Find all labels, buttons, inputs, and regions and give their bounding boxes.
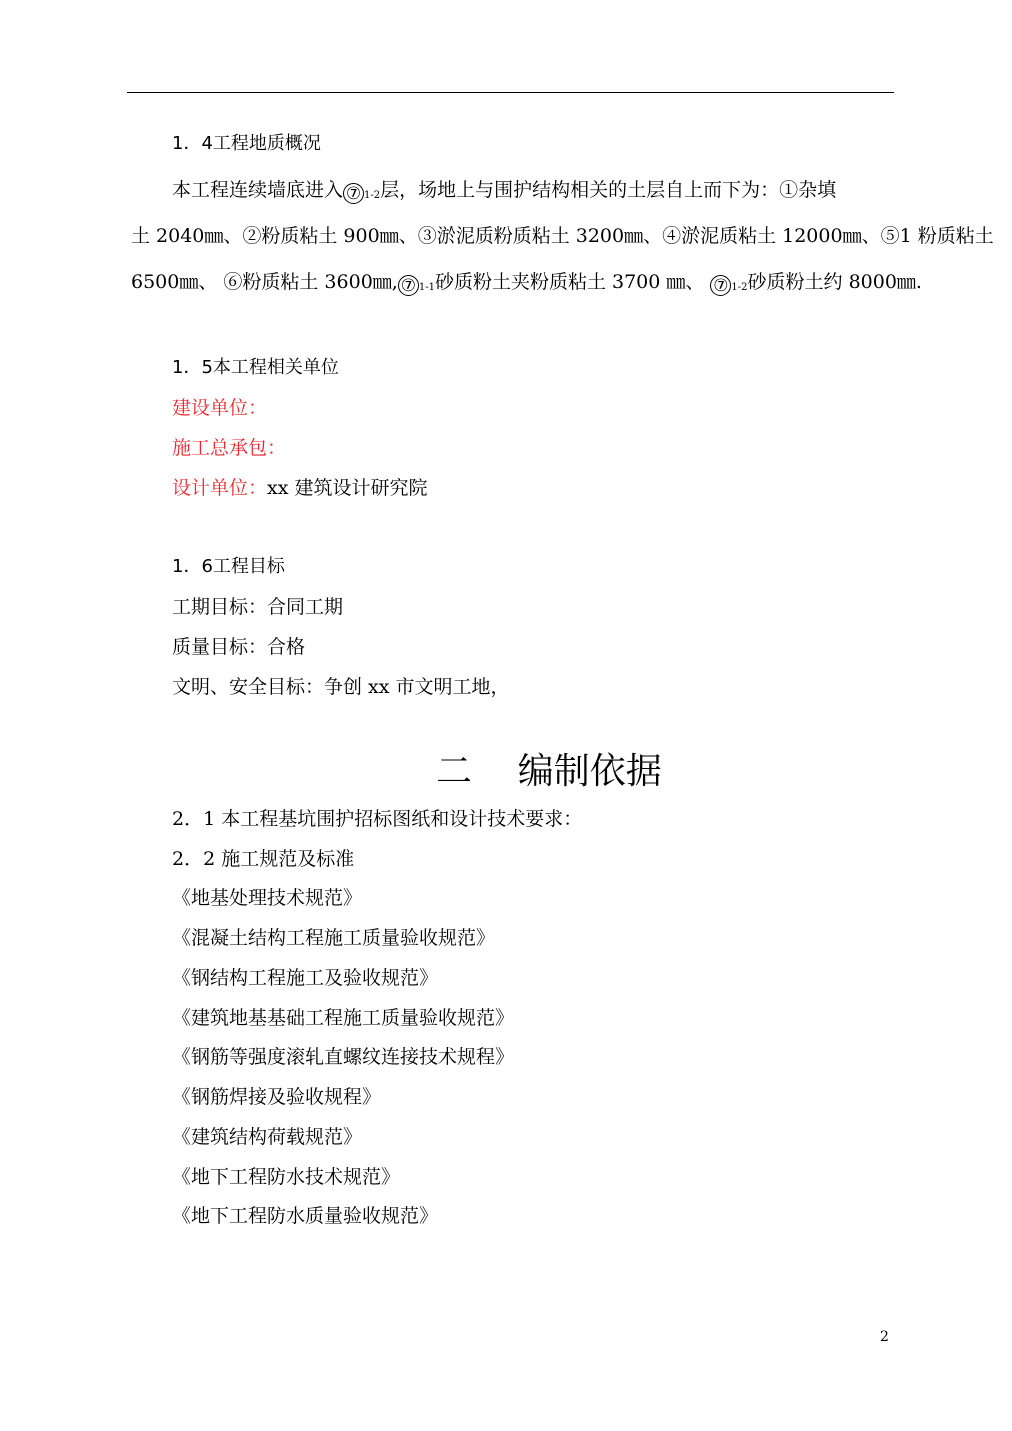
safety-target: 文明、安全目标：争创 xx 市文明工地， bbox=[172, 676, 510, 698]
section-1-5-heading: 1．5本工程相关单位 bbox=[172, 357, 339, 378]
design-unit-line bbox=[172, 476, 428, 500]
standard-item: 《地基处理技术规范》 bbox=[172, 887, 363, 909]
geology-text: 6500㎜、 ⑥粉质粘土 3600㎜, bbox=[131, 271, 398, 293]
standard-item: 《建筑地基基础工程施工质量验收规范》 bbox=[172, 1007, 515, 1029]
geology-text: 层，场地上与围护结构相关的土层自上而下为：①杂填 bbox=[380, 179, 837, 201]
page-number: 2 bbox=[880, 1329, 889, 1345]
design-unit-value: xx 建筑设计研究院 bbox=[267, 477, 428, 499]
geology-text: 砂质粉土约 8000㎜. bbox=[747, 271, 922, 293]
build-unit-label: 建设单位： bbox=[172, 397, 268, 419]
geology-text: 本工程连续墙底进入 bbox=[172, 179, 344, 201]
layer-7-circle: ⑦ bbox=[710, 275, 731, 296]
layer-subscript: 1-1 bbox=[418, 282, 435, 293]
geology-line-3 bbox=[131, 270, 922, 300]
header-rule bbox=[127, 92, 894, 93]
geology-line-2: 土 2040㎜、②粉质粘土 900㎜、③淤泥质粉质粘土 3200㎜、④淤泥质粘土 12000㎜、⑤1 粉质粘土 bbox=[131, 225, 994, 247]
general-contractor-label: 施工总承包： bbox=[172, 437, 287, 459]
layer-7-circle: ⑦ bbox=[398, 275, 419, 296]
item-2-1: 2．1 本工程基坑围护招标图纸和设计技术要求： bbox=[172, 808, 583, 830]
geology-text: 砂质粉土夹粉质粘土 3700 ㎜、 bbox=[434, 271, 711, 293]
standard-item: 《混凝土结构工程施工质量验收规范》 bbox=[172, 927, 496, 949]
item-2-2: 2．2 施工规范及标准 bbox=[172, 848, 355, 870]
section-1-4-heading: 1．4工程地质概况 bbox=[172, 133, 321, 154]
standard-item: 《地下工程防水质量验收规范》 bbox=[172, 1205, 439, 1227]
geology-line-1 bbox=[172, 178, 836, 208]
design-unit-label: 设计单位： bbox=[172, 477, 268, 499]
layer-subscript: 1-2 bbox=[364, 190, 381, 201]
section-1-6-heading: 1．6工程目标 bbox=[172, 556, 285, 577]
standard-item: 《地下工程防水技术规范》 bbox=[172, 1166, 401, 1188]
chapter-2-title: 二 编制依据 bbox=[436, 751, 662, 792]
standard-item: 《建筑结构荷载规范》 bbox=[172, 1126, 363, 1148]
layer-7-circle: ⑦ bbox=[343, 183, 364, 204]
standard-item: 《钢筋焊接及验收规程》 bbox=[172, 1086, 382, 1108]
standard-item: 《钢结构工程施工及验收规范》 bbox=[172, 967, 439, 989]
standard-item: 《钢筋等强度滚轧直螺纹连接技术规程》 bbox=[172, 1046, 515, 1068]
quality-target: 质量目标：合格 bbox=[172, 636, 306, 658]
schedule-target: 工期目标：合同工期 bbox=[172, 596, 344, 618]
layer-subscript: 1-2 bbox=[731, 282, 748, 293]
